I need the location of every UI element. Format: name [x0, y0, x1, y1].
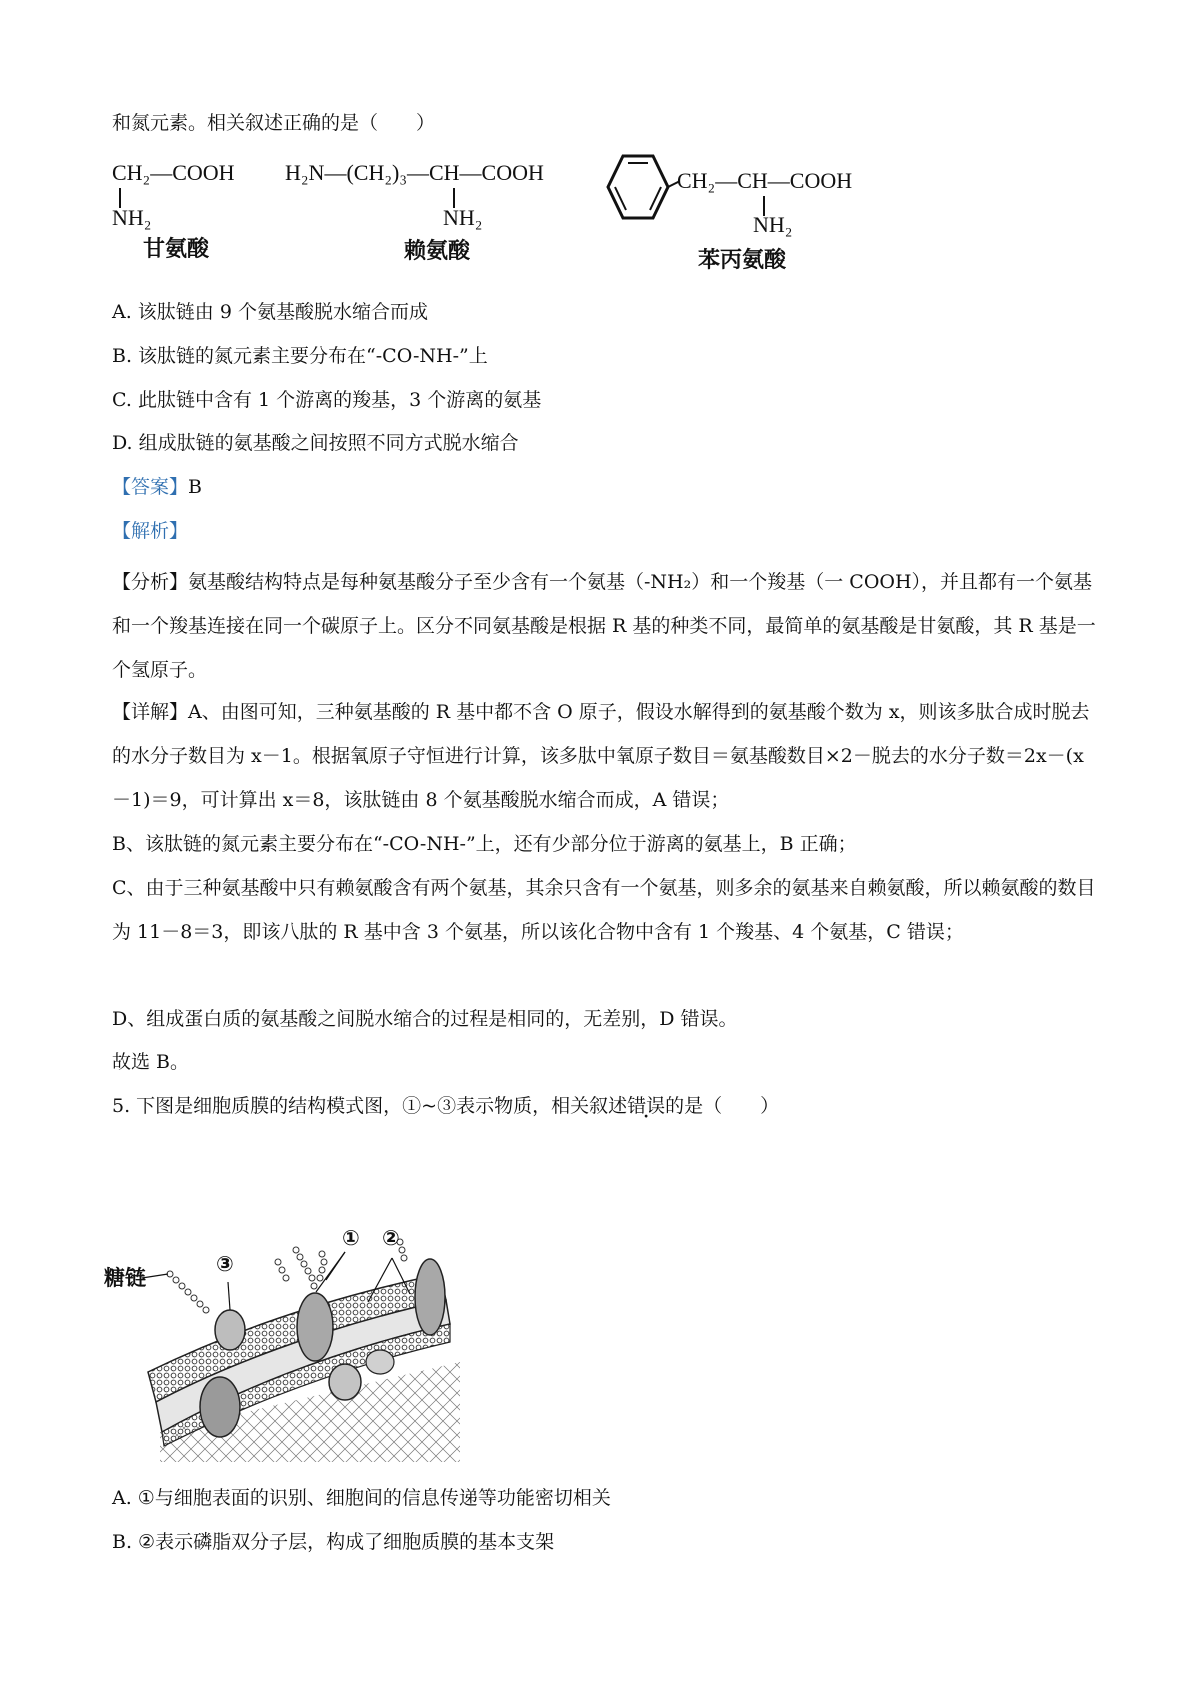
xiangjie-paragraph-c: C、由于三种氨基酸中只有赖氨酸含有两个氨基，其余只含有一个氨基，则多余的氨基来自赖氨酸，所以赖氨酸的数目为 11－8＝3，即该八肽的 R 基中含 3 个氨基，所以该化合物中含有 1 个羧基、4 个氨基，C 错误； [112, 877, 1096, 943]
cell-membrane-diagram [100, 1226, 500, 1462]
fenxi-text: 氨基酸结构特点是每种氨基酸分子至少含有一个氨基（-NH₂）和一个羧基（一 COOH），并且都有一个氨基和一个羧基连接在同一个碳原子上。区分不同氨基酸是根据 R 基的种类不同，最简单的氨基酸是甘氨酸，其 R 基是一个氢原子。 [112, 571, 1096, 681]
benzene-ring-icon [604, 154, 680, 220]
fenxi-paragraph [112, 560, 1102, 692]
glycine-name: 甘氨酸 [143, 237, 210, 262]
analysis-tag: 【解析】 [112, 520, 189, 542]
q4-option-b: B. 该肽链的氮元素主要分布在“-CO-NH-”上 [112, 345, 488, 367]
lysine-name: 赖氨酸 [404, 239, 471, 264]
conclusion-line: 故选 B。 [112, 1051, 190, 1073]
answer-line [112, 472, 1102, 502]
label-two: ② [382, 1226, 400, 1250]
glycine-formula-top: CH₂—COOH [112, 160, 235, 185]
q5-option-a: A. ①与细胞表面的识别、细胞间的信息传递等功能密切相关 [112, 1487, 611, 1509]
membrane-illustration [100, 1232, 500, 1462]
q4-option-c: C. 此肽链中含有 1 个游离的羧基，3 个游离的氨基 [112, 389, 542, 411]
xiangjie-paragraph-a [112, 690, 1102, 822]
q5-emphasis: 错误 [627, 1095, 666, 1117]
lysine-formula-bottom: NH₂ [443, 205, 483, 230]
lysine-formula-top: H₂N—(CH₂)₃—CH—COOH [285, 160, 544, 185]
phenylalanine-name: 苯丙氨酸 [698, 248, 787, 273]
question-4-stem-tail: 和氮元素。相关叙述正确的是（ ） [112, 112, 436, 134]
fenxi-tag: 【分析】 [112, 571, 189, 593]
xiangjie-tag: 【详解】 [112, 701, 189, 723]
phenylalanine-formula-top: CH₂—CH—COOH [677, 168, 853, 193]
label-three: ③ [216, 1252, 234, 1276]
xiangjie-paragraph-b: B、该肽链的氮元素主要分布在“-CO-NH-”上，还有少部分位于游离的氨基上，B 正确； [112, 833, 857, 855]
glycine-formula-bottom: NH₂ [112, 205, 152, 230]
answer-value: B [188, 476, 202, 498]
label-sugar-chain: 糖链 [104, 1266, 146, 1290]
question-5-stem [112, 1091, 1102, 1121]
phenylalanine-formula-bottom: NH₂ [753, 212, 793, 237]
q4-option-a: A. 该肽链由 9 个氨基酸脱水缩合而成 [112, 301, 428, 323]
label-one: ① [342, 1226, 360, 1250]
q4-option-d: D. 组成肽链的氨基酸之间按照不同方式脱水缩合 [112, 432, 519, 454]
xiangjie-a-text: A、由图可知，三种氨基酸的 R 基中都不含 O 原子，假设水解得到的氨基酸个数为 x，则该多肽合成时脱去的水分子数目为 x－1。根据氧原子守恒进行计算，该多肽中氧原子数目＝氨基酸数目×2－脱去的水分子数＝2x－(x－1)＝9，可计算出 x＝8，该肽链由 8 个氨基酸脱水缩合而成，A 错误； [112, 701, 1090, 811]
q5-prefix: 5. 下图是细胞质膜的结构模式图，①~③表示物质，相关叙述 [112, 1095, 628, 1117]
answer-tag: 【答案】 [112, 476, 189, 498]
xiangjie-paragraph-d: D、组成蛋白质的氨基酸之间脱水缩合的过程是相同的，无差别，D 错误。 [112, 1008, 738, 1030]
q5-suffix: 的是（ ） [665, 1095, 780, 1117]
analysis-heading [112, 516, 1102, 546]
q5-option-b: B. ②表示磷脂双分子层，构成了细胞质膜的基本支架 [112, 1531, 555, 1553]
